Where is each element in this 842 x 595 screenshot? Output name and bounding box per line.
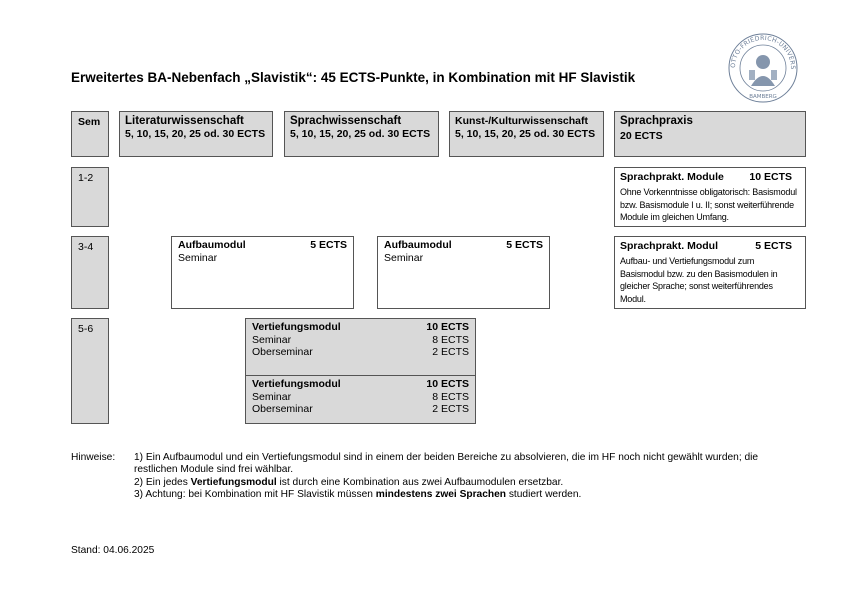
- module-ects: 5 ECTS: [506, 239, 543, 251]
- semester-3-4: 3-4: [71, 236, 109, 309]
- page-title: Erweitertes BA-Nebenfach „Slavistik“: 45 ECTS-Punkte, in Kombination mit HF Slavistik: [71, 70, 636, 85]
- note-3: 3) Achtung: bei Kombination mit HF Slavistik müssen mindestens zwei Sprachen studiert werden.: [134, 488, 582, 500]
- module-row-ects: 8 ECTS: [432, 333, 469, 346]
- note-2: 2) Ein jedes Vertiefungsmodul ist durch eine Kombination aus zwei Aufbaumodulen ersetzbar.: [134, 476, 564, 488]
- column-kunst-kulturwissenschaft: [449, 111, 604, 157]
- aufbaumodul-box: [377, 236, 550, 309]
- column-title: Sprachpraxis: [620, 115, 693, 127]
- column-ects: 5, 10, 15, 20, 25 od. 30 ECTS: [455, 128, 596, 140]
- module-row-ects: 8 ECTS: [432, 390, 469, 403]
- module-ects: 10 ECTS: [426, 378, 469, 390]
- sem-header: Sem: [71, 111, 109, 157]
- column-title: Literaturwissenschaft: [125, 115, 244, 127]
- column-title: Sprachwissenschaft: [290, 115, 402, 127]
- stand-date: Stand: 04.06.2025: [71, 545, 155, 556]
- module-ects: 10 ECTS: [749, 171, 792, 183]
- svg-text:BAMBERG: BAMBERG: [749, 94, 777, 100]
- module-row-label: Seminar: [252, 390, 292, 403]
- column-ects: 5, 10, 15, 20, 25 od. 30 ECTS: [290, 128, 431, 140]
- column-ects: 20 ECTS: [620, 130, 663, 142]
- module-name: Sprachprakt. Modul: [620, 240, 719, 252]
- module-description: Ohne Vorkenntnisse obligatorisch: Basismodul bzw. Basismodule I u. II; sonst weiterführende Module im gleichen Umfang.: [620, 187, 797, 222]
- column-sprachwissenschaft: [284, 111, 439, 157]
- university-seal-logo: [727, 32, 799, 104]
- sprachpraxis-module-box: [614, 236, 806, 309]
- module-row-label: Oberseminar: [252, 403, 313, 415]
- vertiefungsmodul-group: [245, 318, 476, 424]
- notes-section: [71, 452, 771, 512]
- module-ects: 10 ECTS: [426, 321, 469, 333]
- module-name: Sprachprakt. Module: [620, 171, 724, 183]
- semester-1-2: 1-2: [71, 167, 109, 227]
- vertiefungsmodul-box: [246, 319, 475, 376]
- svg-text:OTTO-FRIEDRICH-UNIVERSITÄT: OTTO-FRIEDRICH-UNIVERS: [729, 34, 797, 70]
- note-1: 1) Ein Aufbaumodul und ein Vertiefungsmodul sind in einem der beiden Bereiche zu absolvieren, die im HF noch nicht gewählt wurden; die restlichen Module sind frei wählbar.: [134, 452, 759, 476]
- module-name: Aufbaumodul: [178, 239, 246, 251]
- module-description: Aufbau- und Vertiefungsmodul zum Basismodul bzw. zu den Basismodulen in gleicher Sprache; sonst weiterführendes Modul.: [620, 256, 778, 304]
- module-row-label: Oberseminar: [252, 346, 313, 358]
- aufbaumodul-box: [171, 236, 354, 309]
- module-ects: 5 ECTS: [755, 240, 792, 252]
- module-type: Seminar: [178, 251, 218, 264]
- module-row-ects: 2 ECTS: [432, 403, 469, 415]
- module-ects: 5 ECTS: [310, 239, 347, 251]
- column-ects: 5, 10, 15, 20, 25 od. 30 ECTS: [125, 128, 266, 140]
- column-title: Kunst-/Kulturwissenschaft: [455, 115, 589, 127]
- module-row-label: Seminar: [252, 333, 292, 346]
- module-type: Seminar: [384, 251, 424, 264]
- module-name: Vertiefungsmodul: [252, 378, 341, 390]
- vertiefungsmodul-box: [246, 376, 475, 418]
- notes-label: Hinweise:: [71, 452, 116, 463]
- notes-list: [134, 452, 774, 501]
- semester-5-6: 5-6: [71, 318, 109, 424]
- column-sprachpraxis: [614, 111, 806, 157]
- column-literaturwissenschaft: [119, 111, 273, 157]
- module-row-ects: 2 ECTS: [432, 346, 469, 358]
- sprachpraxis-module-box: [614, 167, 806, 227]
- module-name: Vertiefungsmodul: [252, 321, 341, 333]
- module-name: Aufbaumodul: [384, 239, 452, 251]
